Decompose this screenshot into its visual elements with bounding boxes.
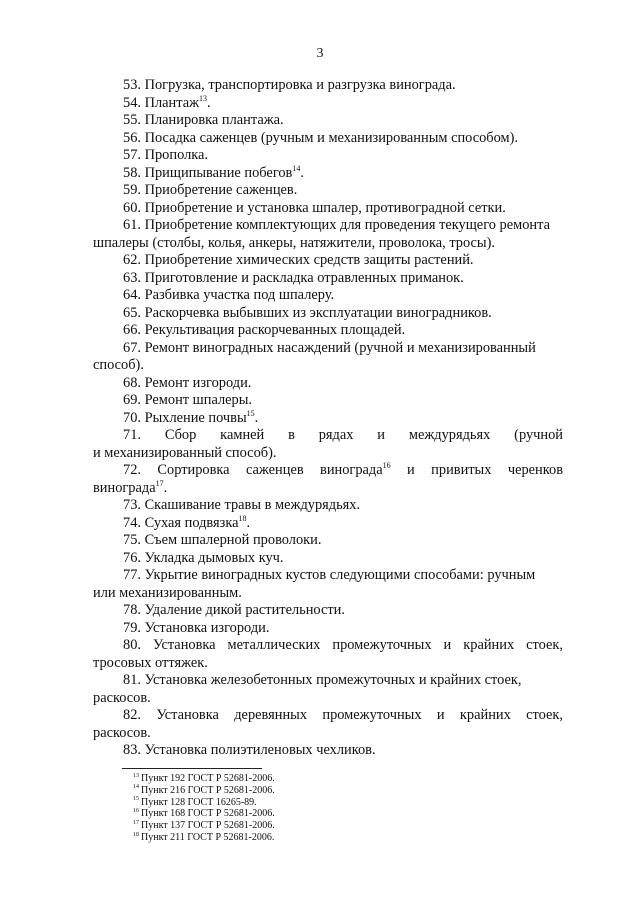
item-text: 71. Сбор камней в рядах и междурядьях (ручной xyxy=(123,427,563,443)
item-text: винограда xyxy=(93,479,156,496)
list-item xyxy=(93,602,563,620)
footnote-text: Пункт 216 ГОСТ Р 52681-2006. xyxy=(141,784,275,796)
footnote-number: 18 xyxy=(133,831,139,838)
list-item xyxy=(93,95,563,113)
list-item xyxy=(93,112,563,130)
list-item xyxy=(93,182,563,200)
item-text: 57. Прополка. xyxy=(123,147,209,163)
item-text: и механизированный способ). xyxy=(93,444,277,461)
footnote-ref: 13 xyxy=(199,93,208,103)
footnote-text: Пункт 168 ГОСТ Р 52681-2006. xyxy=(141,808,275,820)
list-item-continuation xyxy=(93,235,563,253)
list-item xyxy=(93,707,563,725)
item-text-after: . xyxy=(163,479,168,496)
item-text: шпалеры (столбы, колья, анкеры, натяжители, проволока, тросы). xyxy=(93,234,495,251)
item-text: 59. Приобретение саженцев. xyxy=(123,182,298,198)
item-text: 79. Установка изгороди. xyxy=(123,619,270,636)
list-item-continuation xyxy=(93,655,563,673)
list-item xyxy=(93,462,563,480)
item-text: 67. Ремонт виноградных насаждений (ручной и механизированный xyxy=(123,339,536,356)
item-text: 61. Приобретение комплектующих для проведения текущего ремонта xyxy=(123,217,550,233)
item-text: 77. Укрытие виноградных кустов следующими способами: ручным xyxy=(123,567,536,583)
item-text: 65. Раскорчевка выбывших из эксплуатации виноградников. xyxy=(123,304,492,321)
item-text: 63. Приготовление и раскладка отравленных приманок. xyxy=(123,269,464,286)
list-item-continuation xyxy=(93,357,563,375)
item-text-after: . xyxy=(246,514,251,531)
list-item xyxy=(93,497,563,515)
list-item xyxy=(93,515,563,533)
list-item xyxy=(93,287,563,305)
item-text-after: . xyxy=(207,94,211,111)
list-item xyxy=(93,567,563,585)
list-item-continuation xyxy=(93,690,563,708)
footnote-list xyxy=(133,773,275,844)
item-text: 64. Разбивка участка под шпалеру. xyxy=(123,287,335,303)
item-text: 54. Плантаж xyxy=(123,94,200,111)
item-text: 73. Скашивание травы в междурядьях. xyxy=(123,497,361,513)
item-text: 76. Укладка дымовых куч. xyxy=(123,549,284,566)
list-item-continuation xyxy=(93,585,563,603)
list-item xyxy=(93,672,563,690)
footnote-number: 16 xyxy=(133,808,139,815)
item-text: 80. Установка металлических промежуточных и крайних стоек, xyxy=(123,637,563,653)
item-text-after: и привитых черенков xyxy=(390,462,563,478)
item-text: 68. Ремонт изгороди. xyxy=(123,374,252,391)
list-item-continuation xyxy=(93,725,563,743)
list-item xyxy=(93,375,563,393)
footnote-text: Пункт 128 ГОСТ 16265-89. xyxy=(141,796,257,808)
footnote-number: 13 xyxy=(133,772,139,779)
list-item xyxy=(93,200,563,218)
list-item xyxy=(93,427,563,445)
item-text: 81. Установка железобетонных промежуточных и крайних стоек, xyxy=(123,672,522,688)
footnote xyxy=(133,797,275,809)
footnote-number: 14 xyxy=(133,784,139,791)
footnote-ref: 15 xyxy=(246,408,255,418)
footnote-number: 15 xyxy=(133,796,139,803)
footnote-separator xyxy=(122,768,262,769)
list-item xyxy=(93,130,563,148)
item-text: раскосов. xyxy=(93,689,151,706)
page-number: 3 xyxy=(316,46,324,61)
list-item xyxy=(93,270,563,288)
list-item xyxy=(93,305,563,323)
list-item xyxy=(93,742,563,760)
footnote-text: Пункт 192 ГОСТ Р 52681-2006. xyxy=(141,773,275,784)
list-item xyxy=(93,392,563,410)
item-text-after: . xyxy=(300,164,304,181)
item-text: 55. Планировка плантажа. xyxy=(123,112,284,128)
item-text: 62. Приобретение химических средств защиты растений. xyxy=(123,252,474,268)
footnote xyxy=(133,808,275,820)
list-item xyxy=(93,252,563,270)
item-text: 72. Сортировка саженцев винограда xyxy=(123,462,383,478)
footnote-text: Пункт 211 ГОСТ Р 52681-2006. xyxy=(141,831,275,843)
item-text: 78. Удаление дикой растительности. xyxy=(123,602,345,618)
item-text: способ). xyxy=(93,357,144,373)
footnote-ref: 14 xyxy=(292,163,301,173)
item-list xyxy=(93,77,563,760)
footnote-text: Пункт 137 ГОСТ Р 52681-2006. xyxy=(141,820,275,832)
item-text: 69. Ремонт шпалеры. xyxy=(123,392,253,408)
item-text-after: . xyxy=(254,409,259,426)
list-item xyxy=(93,532,563,550)
footnote xyxy=(133,785,275,797)
item-text: тросовых оттяжек. xyxy=(93,654,208,671)
item-text: или механизированным. xyxy=(93,584,242,601)
list-item xyxy=(93,77,563,95)
list-item-continuation xyxy=(93,445,563,463)
footnote-number: 17 xyxy=(133,819,139,826)
list-item xyxy=(93,322,563,340)
item-text: 66. Рекультивация раскорчеванных площадей. xyxy=(123,322,406,338)
list-item-continuation xyxy=(93,480,563,498)
item-text: 75. Съем шпалерной проволоки. xyxy=(123,532,322,548)
footnote-ref: 18 xyxy=(238,513,247,523)
list-item xyxy=(93,410,563,428)
item-text: 70. Рыхление почвы xyxy=(123,409,247,426)
item-text: 82. Установка деревянных промежуточных и крайних стоек, xyxy=(123,707,563,723)
list-item xyxy=(93,637,563,655)
list-item xyxy=(93,550,563,568)
footnote-ref: 16 xyxy=(382,461,391,471)
item-text: 58. Прищипывание побегов xyxy=(123,164,293,181)
list-item xyxy=(93,620,563,638)
footnote-ref: 17 xyxy=(155,478,164,488)
item-text: 53. Погрузка, транспортировка и разгрузка винограда. xyxy=(123,77,456,93)
footnote xyxy=(133,820,275,832)
footnote xyxy=(133,773,275,785)
item-text: 60. Приобретение и установка шпалер, противоградной сетки. xyxy=(123,199,506,216)
item-text: раскосов. xyxy=(93,724,151,741)
footnote xyxy=(133,832,275,844)
list-item xyxy=(93,165,563,183)
item-text: 83. Установка полиэтиленовых чехликов. xyxy=(123,742,376,758)
list-item xyxy=(93,217,563,235)
list-item xyxy=(93,340,563,358)
list-item xyxy=(93,147,563,165)
item-text: 56. Посадка саженцев (ручным и механизированным способом). xyxy=(123,129,519,146)
item-text: 74. Сухая подвязка xyxy=(123,514,239,531)
